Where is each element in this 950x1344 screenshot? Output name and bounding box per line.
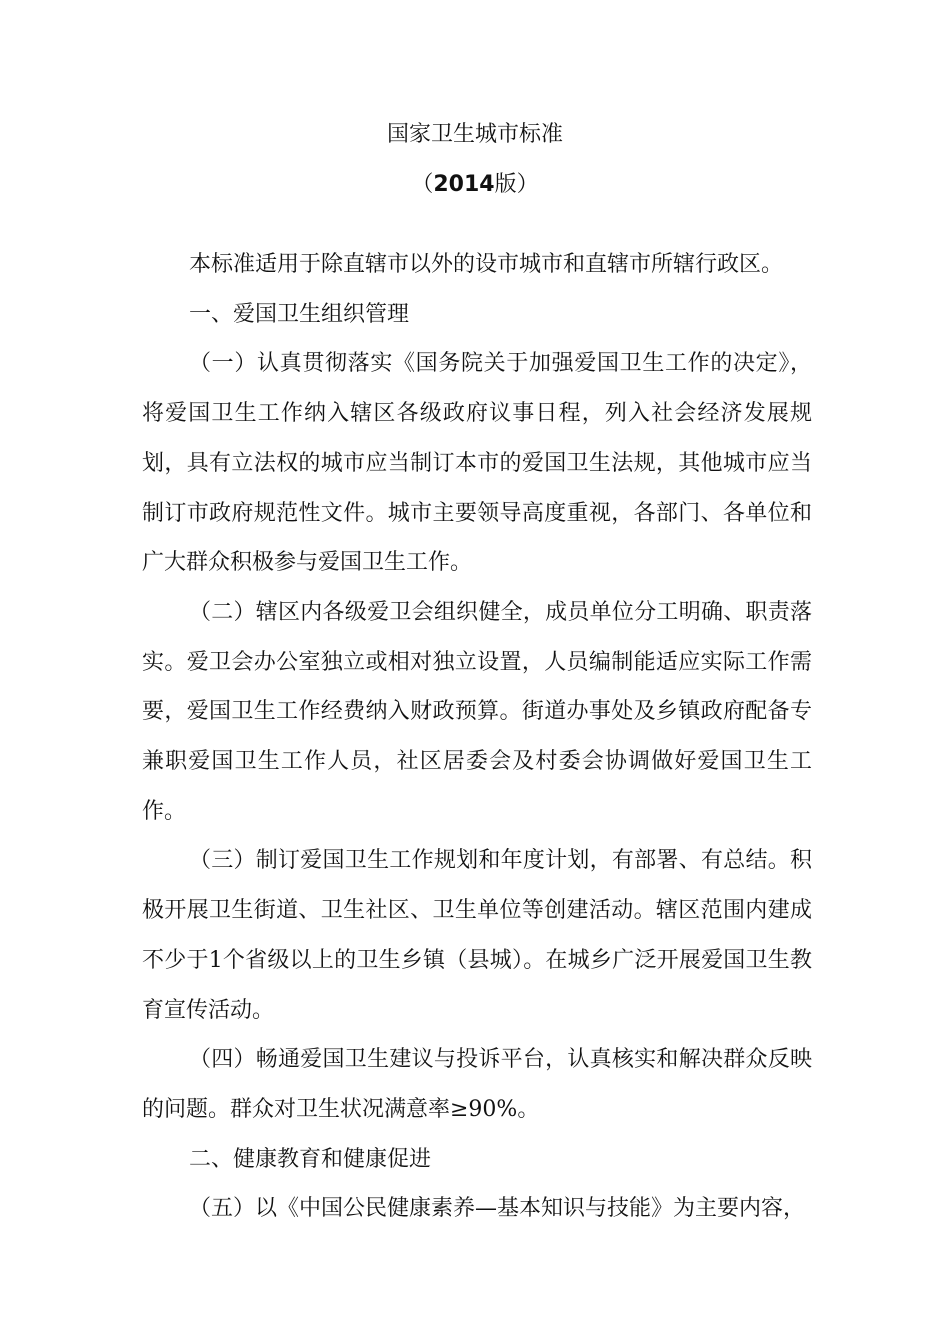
subtitle-open-paren: （ bbox=[411, 172, 434, 197]
section-heading-2: 二、健康教育和健康促进 bbox=[189, 1146, 432, 1172]
paragraph-item-5: （五）以《中国公民健康素养—基本知识与技能》为主要内容， bbox=[189, 1196, 806, 1222]
subtitle-year: 2014 bbox=[433, 172, 495, 197]
document-title: 国家卫生城市标准 bbox=[386, 122, 563, 147]
paragraph-scope: 本标准适用于除直辖市以外的设市城市和直辖市所辖行政区。 bbox=[189, 252, 784, 277]
document-body bbox=[142, 240, 812, 1234]
paragraph-item-1: （一）认真贯彻落实《国务院关于加强爱国卫生工作的决定》，将爱国卫生工作纳入辖区各级政府议事日程，列入社会经济发展规划，具有立法权的城市应当制订本市的爱国卫生法规，其他城市应当制订市政府规范性文件。城市主要领导高度重视，各部门、各单位和广大群众积极参与爱国卫生工作。 bbox=[142, 351, 812, 576]
section-heading-1: 一、爱国卫生组织管理 bbox=[189, 301, 410, 327]
subtitle-edition: 版） bbox=[494, 172, 539, 197]
document-subtitle bbox=[0, 170, 950, 200]
paragraph-item-3: （三）制订爱国卫生工作规划和年度计划，有部署、有总结。积极开展卫生街道、卫生社区、卫生单位等创建活动。辖区范围内建成不少于1个省级以上的卫生乡镇（县城）。在城乡广泛开展爱国卫生教育宣传活动。 bbox=[142, 848, 812, 1023]
paragraph-item-2: （二）辖区内各级爱卫会组织健全，成员单位分工明确、职责落实。爱卫会办公室独立或相对独立设置，人员编制能适应实际工作需要，爱国卫生工作经费纳入财政预算。街道办事处及乡镇政府配备专兼职爱国卫生工作人员，社区居委会及村委会协调做好爱国卫生工作。 bbox=[142, 599, 812, 824]
paragraph-item-4: （四）畅通爱国卫生建议与投诉平台，认真核实和解决群众反映的问题。群众对卫生状况满意率≥90%。 bbox=[142, 1047, 812, 1122]
